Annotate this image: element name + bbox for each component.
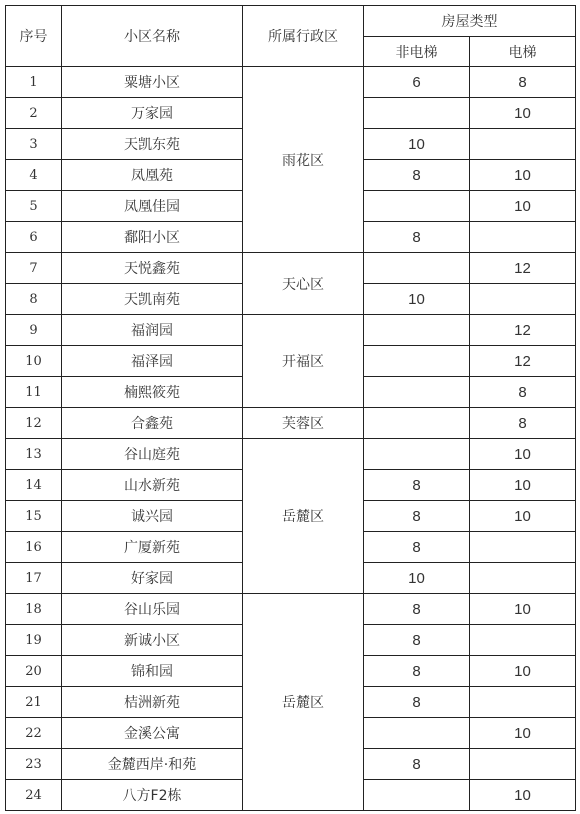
cell-elevator xyxy=(470,284,576,315)
cell-district: 岳麓区 xyxy=(243,594,364,811)
cell-seq: 23 xyxy=(6,749,62,780)
cell-seq: 14 xyxy=(6,470,62,501)
header-elevator: 电梯 xyxy=(470,37,576,67)
cell-community-name: 天凯东苑 xyxy=(62,129,243,160)
cell-elevator: 10 xyxy=(470,470,576,501)
table-row xyxy=(6,594,576,625)
cell-seq: 20 xyxy=(6,656,62,687)
cell-elevator: 10 xyxy=(470,718,576,749)
cell-seq: 5 xyxy=(6,191,62,222)
cell-elevator: 10 xyxy=(470,160,576,191)
header-house-type: 房屋类型 xyxy=(364,6,576,37)
cell-non-elevator: 8 xyxy=(364,594,470,625)
cell-community-name: 谷山乐园 xyxy=(62,594,243,625)
header-non-elevator: 非电梯 xyxy=(364,37,470,67)
cell-non-elevator xyxy=(364,346,470,377)
cell-community-name: 天凯南苑 xyxy=(62,284,243,315)
cell-seq: 13 xyxy=(6,439,62,470)
cell-non-elevator xyxy=(364,191,470,222)
cell-district: 岳麓区 xyxy=(243,439,364,594)
cell-seq: 10 xyxy=(6,346,62,377)
cell-district: 天心区 xyxy=(243,253,364,315)
cell-community-name: 好家园 xyxy=(62,563,243,594)
table-row xyxy=(6,439,576,470)
cell-elevator: 8 xyxy=(470,67,576,98)
cell-elevator xyxy=(470,222,576,253)
cell-seq: 21 xyxy=(6,687,62,718)
table-row xyxy=(6,315,576,346)
cell-seq: 3 xyxy=(6,129,62,160)
cell-seq: 9 xyxy=(6,315,62,346)
cell-non-elevator: 8 xyxy=(364,749,470,780)
cell-seq: 8 xyxy=(6,284,62,315)
cell-seq: 4 xyxy=(6,160,62,191)
cell-non-elevator: 8 xyxy=(364,532,470,563)
cell-seq: 16 xyxy=(6,532,62,563)
cell-elevator xyxy=(470,532,576,563)
cell-seq: 24 xyxy=(6,780,62,811)
cell-community-name: 山水新苑 xyxy=(62,470,243,501)
cell-community-name: 谷山庭苑 xyxy=(62,439,243,470)
cell-non-elevator: 8 xyxy=(364,501,470,532)
cell-non-elevator: 8 xyxy=(364,222,470,253)
cell-non-elevator: 8 xyxy=(364,687,470,718)
cell-seq: 7 xyxy=(6,253,62,284)
cell-community-name: 凤凰苑 xyxy=(62,160,243,191)
cell-elevator xyxy=(470,749,576,780)
cell-non-elevator: 8 xyxy=(364,470,470,501)
cell-non-elevator xyxy=(364,98,470,129)
cell-elevator: 12 xyxy=(470,253,576,284)
cell-non-elevator: 8 xyxy=(364,656,470,687)
cell-community-name: 诚兴园 xyxy=(62,501,243,532)
cell-non-elevator xyxy=(364,718,470,749)
cell-seq: 18 xyxy=(6,594,62,625)
cell-non-elevator xyxy=(364,408,470,439)
cell-community-name: 凤凰佳园 xyxy=(62,191,243,222)
housing-table xyxy=(5,5,576,811)
header-name: 小区名称 xyxy=(62,6,243,67)
cell-elevator: 10 xyxy=(470,439,576,470)
cell-non-elevator: 8 xyxy=(364,625,470,656)
cell-community-name: 天悦鑫苑 xyxy=(62,253,243,284)
cell-community-name: 桔洲新苑 xyxy=(62,687,243,718)
cell-district: 芙蓉区 xyxy=(243,408,364,439)
cell-elevator xyxy=(470,625,576,656)
cell-community-name: 合鑫苑 xyxy=(62,408,243,439)
cell-community-name: 广厦新苑 xyxy=(62,532,243,563)
table-row xyxy=(6,408,576,439)
cell-elevator xyxy=(470,129,576,160)
cell-elevator: 10 xyxy=(470,656,576,687)
cell-elevator: 10 xyxy=(470,594,576,625)
cell-seq: 12 xyxy=(6,408,62,439)
cell-non-elevator xyxy=(364,253,470,284)
cell-elevator: 10 xyxy=(470,98,576,129)
cell-non-elevator: 10 xyxy=(364,563,470,594)
header-seq: 序号 xyxy=(6,6,62,67)
cell-community-name: 楠熙筱苑 xyxy=(62,377,243,408)
cell-seq: 22 xyxy=(6,718,62,749)
table-body xyxy=(6,67,576,811)
cell-elevator xyxy=(470,687,576,718)
cell-elevator: 10 xyxy=(470,501,576,532)
cell-elevator: 10 xyxy=(470,780,576,811)
cell-community-name: 福润园 xyxy=(62,315,243,346)
cell-non-elevator: 10 xyxy=(364,284,470,315)
cell-elevator: 8 xyxy=(470,377,576,408)
cell-community-name: 万家园 xyxy=(62,98,243,129)
cell-community-name: 金溪公寓 xyxy=(62,718,243,749)
table-row xyxy=(6,253,576,284)
header-district: 所属行政区 xyxy=(243,6,364,67)
cell-community-name: 八方F2栋 xyxy=(62,780,243,811)
cell-non-elevator: 10 xyxy=(364,129,470,160)
cell-seq: 17 xyxy=(6,563,62,594)
cell-community-name: 粟塘小区 xyxy=(62,67,243,98)
cell-non-elevator xyxy=(364,315,470,346)
cell-elevator: 12 xyxy=(470,346,576,377)
cell-community-name: 福泽园 xyxy=(62,346,243,377)
cell-seq: 1 xyxy=(6,67,62,98)
cell-seq: 6 xyxy=(6,222,62,253)
cell-seq: 2 xyxy=(6,98,62,129)
cell-community-name: 鄱阳小区 xyxy=(62,222,243,253)
cell-non-elevator xyxy=(364,377,470,408)
cell-district: 雨花区 xyxy=(243,67,364,253)
cell-community-name: 金麓西岸·和苑 xyxy=(62,749,243,780)
cell-community-name: 新诚小区 xyxy=(62,625,243,656)
cell-seq: 15 xyxy=(6,501,62,532)
cell-elevator: 12 xyxy=(470,315,576,346)
cell-seq: 11 xyxy=(6,377,62,408)
cell-seq: 19 xyxy=(6,625,62,656)
cell-non-elevator: 8 xyxy=(364,160,470,191)
cell-non-elevator: 6 xyxy=(364,67,470,98)
cell-elevator xyxy=(470,563,576,594)
cell-elevator: 10 xyxy=(470,191,576,222)
cell-district: 开福区 xyxy=(243,315,364,408)
table-row xyxy=(6,67,576,98)
cell-non-elevator xyxy=(364,439,470,470)
cell-elevator: 8 xyxy=(470,408,576,439)
cell-non-elevator xyxy=(364,780,470,811)
cell-community-name: 锦和园 xyxy=(62,656,243,687)
